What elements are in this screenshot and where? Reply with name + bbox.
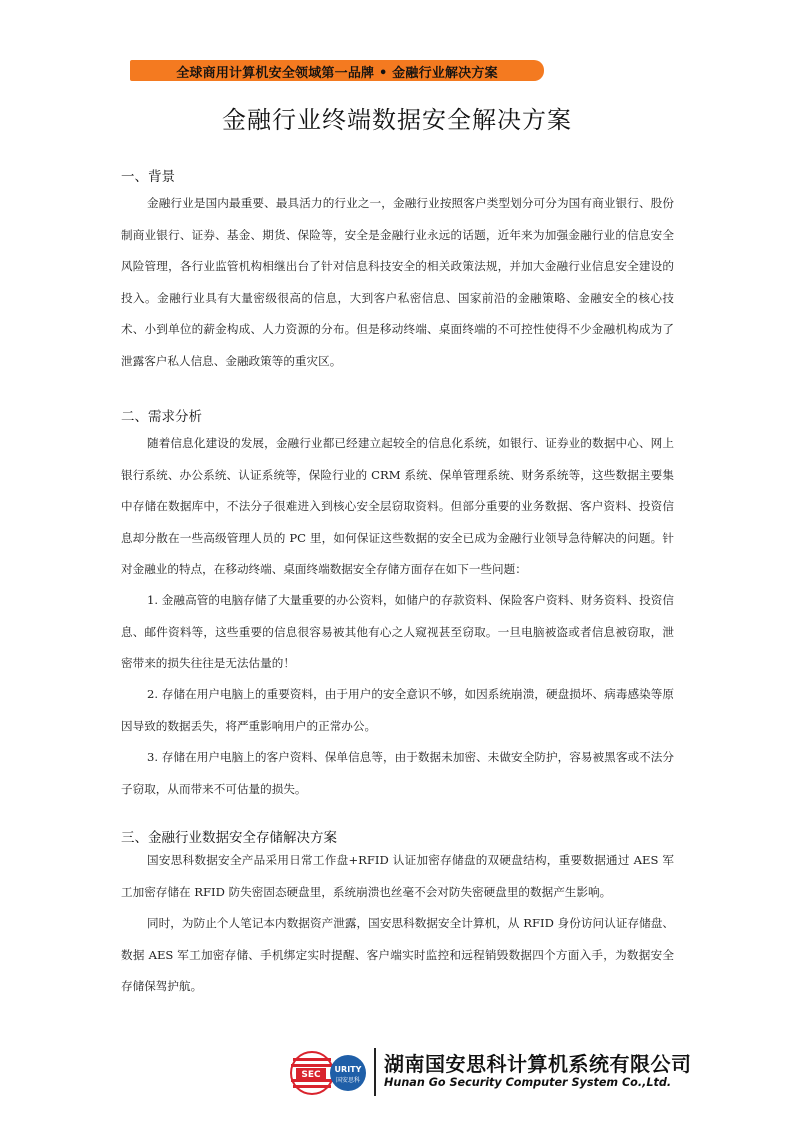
company-logo bbox=[290, 1050, 370, 1096]
banner-text: 全球商用计算机安全领域第一品牌 • 金融行业解决方案 bbox=[176, 66, 498, 81]
svg-text:SEC: SEC bbox=[301, 1070, 321, 1080]
company-name-cn: 湖南国安思科计算机系统有限公司 bbox=[384, 1052, 692, 1076]
solution-paragraph-2: 同时，为防止个人笔记本内数据资产泄露，国安思科数据安全计算机，从 RFID 身份访问认证存储盘、数据 AES 军工加密存储、手机绑定实时提醒、客户端实时监控和远程销毁数据四个方面入手，为数据安全存储保驾护航。 bbox=[121, 916, 674, 993]
demand-item-3: 3. 存储在用户电脑上的客户资料、保单信息等，由于数据未加密、未做安全防护，容易被黑客或不法分子窃取，从而带来不可估量的损失。 bbox=[121, 750, 674, 796]
demand-item-1: 1. 金融高管的电脑存储了大量重要的办公资料，如储户的存款资料、保险客户资料、财务资料、投资信息、邮件资料等，这些重要的信息很容易被其他有心之人窥视甚至窃取。一旦电脑被盗或者信息被窃取，泄密带来的损失往往是无法估量的！ bbox=[121, 593, 674, 670]
svg-text:URITY: URITY bbox=[334, 1065, 362, 1074]
svg-text:国安思科: 国安思科 bbox=[335, 1077, 361, 1084]
solution-paragraph-1: 国安思科数据安全产品采用日常工作盘+RFID 认证加密存储盘的双硬盘结构，重要数据通过 AES 军工加密存储在 RFID 防失密固态硬盘里，系统崩溃也丝毫不会对防失密硬盘里的数据产生影响。 bbox=[121, 853, 674, 899]
footer-divider bbox=[374, 1048, 376, 1096]
company-name-en: Hunan Go Security Computer System Co.,Ltd. bbox=[384, 1076, 672, 1089]
demand-paragraph: 随着信息化建设的发展，金融行业都已经建立起较全的信息化系统，如银行、证券业的数据中心、网上银行系统、办公系统、认证系统等，保险行业的 CRM 系统、保单管理系统、财务系统等，这些数据主要集中存储在数据库中，不法分子很难进入到核心安全层窃取资料。但部分重要的业务数据、客户资料、投资信息却分散在一些高级管理人员的 PC 里，如何保证这些数据的安全已成为金融行业领导急待解决的问题。针对金融业的特点，在移动终端、桌面终端数据安全存储方面存在如下一些问题： bbox=[121, 436, 674, 576]
section-heading-demand: 二、需求分析 bbox=[121, 409, 202, 425]
background-paragraph: 金融行业是国内最重要、最具活力的行业之一，金融行业按照客户类型划分可分为国有商业银行、股份制商业银行、证券、基金、期货、保险等，安全是金融行业永远的话题，近年来为加强金融行业的信息安全风险管理，各行业监管机构相继出台了针对信息科技安全的相关政策法规，并加大金融行业信息安全建设的投入。金融行业具有大量密级很高的信息，大到客户私密信息、国家前沿的金融策略、金融安全的核心技术、小到单位的薪金构成、人力资源的分布。但是移动终端、桌面终端的不可控性使得不少金融机构成为了泄露客户私人信息、金融政策等的重灾区。 bbox=[121, 196, 674, 368]
section-heading-solution: 三、金融行业数据安全存储解决方案 bbox=[121, 830, 337, 846]
header-banner bbox=[130, 60, 544, 81]
demand-item-2: 2. 存储在用户电脑上的重要资料，由于用户的安全意识不够，如因系统崩溃，硬盘损坏、病毒感染等原因导致的数据丢失，将严重影响用户的正常办公。 bbox=[121, 687, 674, 733]
document-title: 金融行业终端数据安全解决方案 bbox=[222, 106, 572, 134]
section-heading-background: 一、背景 bbox=[121, 169, 175, 185]
footer-company-block bbox=[290, 1046, 690, 1098]
